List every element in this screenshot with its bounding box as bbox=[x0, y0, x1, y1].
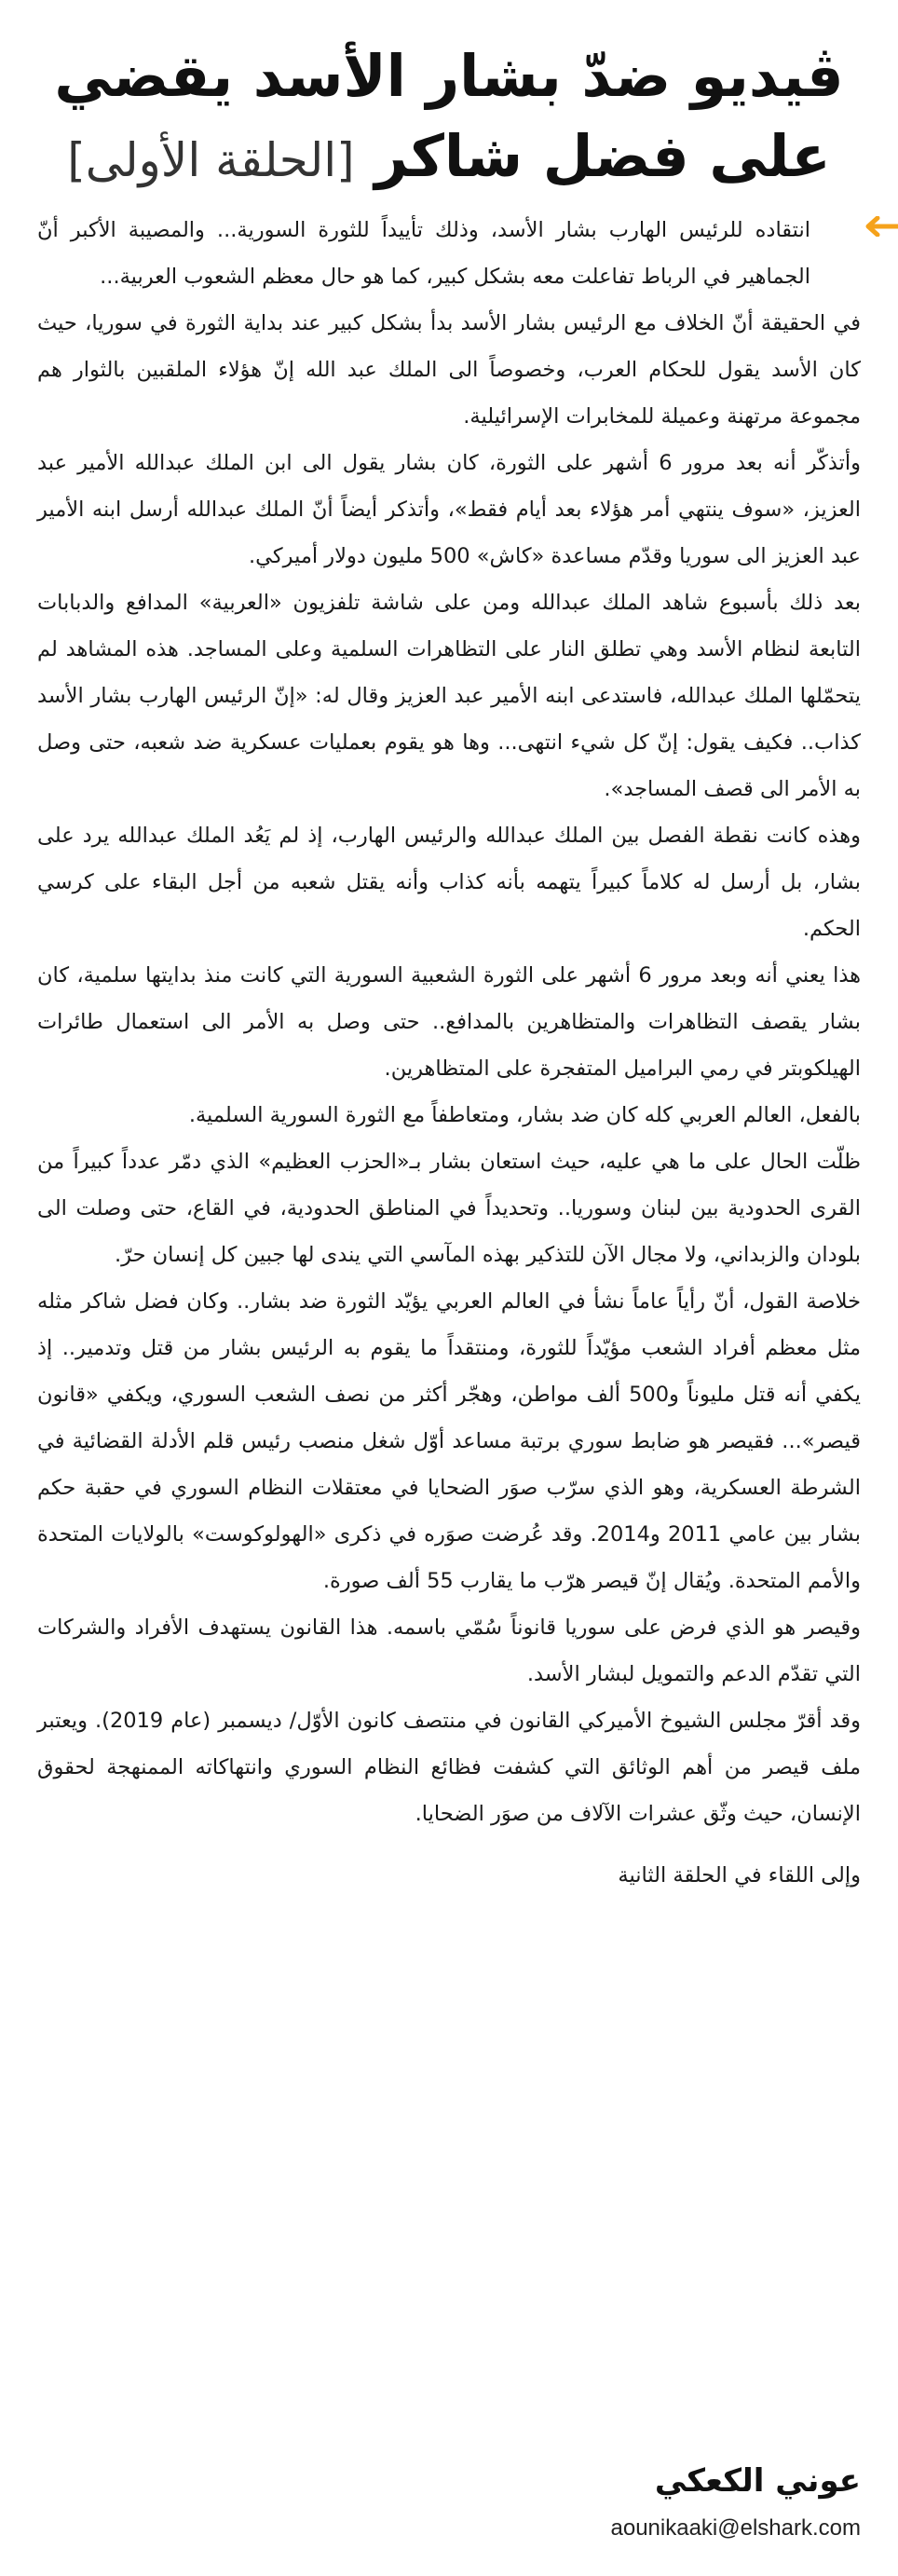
paragraph: وقيصر هو الذي فرض على سوريا قانوناً سُمّي باسمه. هذا القانون يستهدف الأفراد والشركات التي تقدّم الدعم والتمويل لبشار الأسد. bbox=[37, 1615, 861, 1686]
article-body bbox=[37, 207, 861, 1899]
paragraph: وقد أقرّ مجلس الشيوخ الأميركي القانون في منتصف كانون الأوّل/ ديسمبر (عام 2019). ويعتبر ملف قيصر من أهم الوثائق التي كشفت فظائع النظام السوري وانتهاكاته الممنهجة لحقوق الإنسان، حيث وثّق عشرات الآلاف من صوَر الضحايا. bbox=[37, 1709, 862, 1826]
paragraph: بعد ذلك بأسبوع شاهد الملك عبدالله ومن على شاشة تلفزيون «العربية» المدافع والدبابات التابعة لنظام الأسد وهي تطلق النار على التظاهرات السلمية وعلى المساجد. هذه المشاهد لم يتحمّلها الملك عبدالله، فاستدعى ابنه الأمير عبد العزيز وقال له: «إنّ الرئيس الهارب بشار الأسد كذاب.. فكيف يقول: إنّ كل شيء انتهى... وها هو يقوم بعمليات عسكرية ضد شعبه، حتى وصل به الأمر الى قصف المساجد». bbox=[37, 591, 861, 801]
paragraph: انتقاده للرئيس الهارب بشار الأسد، وذلك تأييداً للثورة السورية... والمصيبة الأكبر أنّ الجماهير في الرباط تفاعلت معه بشكل كبير، كما هو حال معظم الشعوب العربية... bbox=[37, 218, 810, 289]
headline-line-2-main: على فضل شاكر bbox=[374, 122, 831, 190]
signoff-line: وإلى اللقاء في الحلقة الثانية bbox=[618, 1863, 861, 1888]
arrow-icon bbox=[857, 216, 898, 237]
paragraph: هذا يعني أنه وبعد مرور 6 أشهر على الثورة الشعبية السورية التي كانت منذ بدايتها سلمية، كان بشار يقصف التظاهرات والمتظاهرين بالمدافع.. حتى وصل به الأمر الى استعمال طائرات الهيلكوبتر في رمي البراميل المتفجرة على المتظاهرين. bbox=[37, 963, 861, 1081]
author-name: عوني الكعكي bbox=[654, 2462, 861, 2500]
paragraph: وأتذكّر أنه بعد مرور 6 أشهر على الثورة، كان بشار يقول الى ابن الملك عبدالله الأمير عبد العزيز، «سوف ينتهي أمر هؤلاء بعد أيام فقط»، وأتذكر أيضاً أنّ الملك عبدالله أرسل ابنه الأمير عبد العزيز الى سوريا وقدّم مساعدة «كاش» 500 مليون دولار أميركي. bbox=[37, 451, 862, 568]
episode-label: [الحلقة الأولى] bbox=[67, 133, 355, 187]
headline-line-1: ڤيديو ضدّ بشار الأسد يقضي bbox=[54, 42, 844, 110]
paragraph: خلاصة القول، أنّ رأياً عاماً نشأ في العالم العربي يؤيّد الثورة ضد بشار.. وكان فضل شاكر مثله مثل معظم أفراد الشعب مؤيّداً للثورة، ومنتقداً ما يقوم به الرئيس بشار من قتل وتدمير.. إذ يكفي أنه قتل مليوناً و500 ألف مواطن، وهجّر أكثر من نصف الشعب السوري، ويكفي «قانون قيصر»... فقيصر هو ضابط سوري برتبة مساعد أوّل شغل منصب رئيس قلم الأدلة القضائية في الشرطة العسكرية، وهو الذي سرّب صوَر الضحايا في معتقلات النظام السوري في حقبة حكم بشار بين عامي 2011 و2014. وقد عُرضت صوَره في ذكرى «الهولوكوست» بالولايات المتحدة والأمم المتحدة. ويُقال إنّ قيصر هرّب ما يقارب 55 ألف صورة. bbox=[37, 1289, 861, 1593]
paragraph: وهذه كانت نقطة الفصل بين الملك عبدالله والرئيس الهارب، إذ لم يَعُد الملك عبدالله يرد على بشار، بل أرسل له كلاماً كبيراً يتهمه بأنه كذاب وأنه يقتل شعبه من أجل البقاء على كرسي الحكم. bbox=[37, 824, 861, 941]
paragraph: في الحقيقة أنّ الخلاف مع الرئيس بشار الأسد بدأ بشكل كبير عند بداية الثورة في سوريا، حيث كان الأسد يقول للحكام العرب، وخصوصاً الى الملك عبد الله إنّ هؤلاء الملقبين بالثوار هم مجموعة مرتهنة وعميلة للمخابرات الإسرائيلية. bbox=[37, 311, 861, 429]
paragraph: بالفعل، العالم العربي كله كان ضد بشار، ومتعاطفاً مع الثورة السورية السلمية. bbox=[188, 1103, 861, 1127]
author-email[interactable]: aounikaaki@elshark.com bbox=[610, 2515, 861, 2541]
paragraph: ظلّت الحال على ما هي عليه، حيث استعان بشار بـ«الحزب العظيم» الذي دمّر عدداً كبيراً من القرى الحدودية بين لبنان وسوريا.. وتحديداً في المناطق الحدودية، في القاع، حتى وصلت الى بلودان والزبداني، ولا مجال الآن للتذكير بهذه المآسي التي يندى لها جبين كل إنسان حرّ. bbox=[37, 1150, 861, 1267]
headline-line-2 bbox=[37, 116, 861, 201]
author-signature bbox=[37, 2460, 861, 2545]
headline bbox=[37, 37, 861, 201]
